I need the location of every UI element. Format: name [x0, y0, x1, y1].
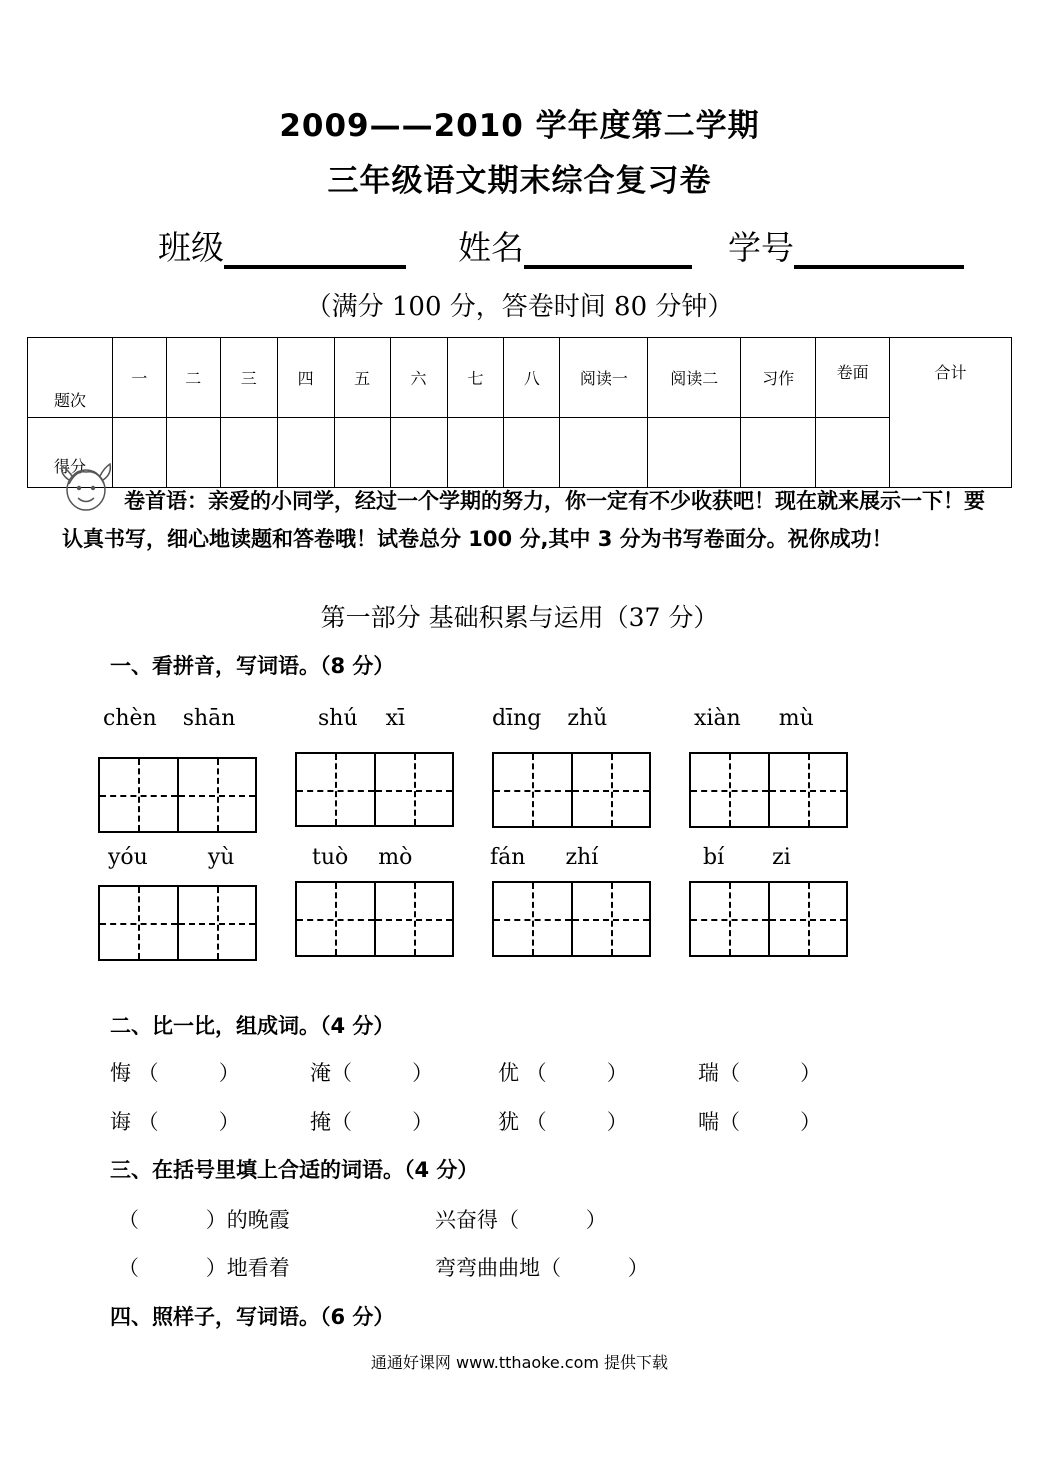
- class-field: [158, 222, 406, 269]
- part1-title: 第一部分 基础积累与运用（37 分）: [320, 603, 719, 632]
- question4-title: 四、照样子，写词语。（6 分）: [110, 1305, 395, 1329]
- col-header: 习作: [741, 338, 816, 418]
- page-footer: 通通好课网 www.tthaoke.com 提供下载: [370, 1353, 669, 1372]
- word-item[interactable]: 犹 （ ）: [498, 1110, 628, 1134]
- score-cell[interactable]: [112, 418, 166, 488]
- score-cell[interactable]: [334, 418, 390, 488]
- word-item[interactable]: 优 （ ）: [498, 1061, 628, 1085]
- exam-title-line2: 三年级语文期末综合复习卷: [327, 163, 712, 199]
- score-cell[interactable]: [816, 418, 890, 488]
- score-cell[interactable]: [648, 418, 741, 488]
- score-cell[interactable]: [741, 418, 816, 488]
- score-cell[interactable]: [390, 418, 447, 488]
- tianzige-box[interactable]: [98, 885, 257, 961]
- word-item[interactable]: 瑞（ ）: [698, 1061, 822, 1085]
- col-header: 四: [277, 338, 334, 418]
- fill-item[interactable]: 兴奋得（ ）: [435, 1208, 607, 1232]
- pinyin-label: chèn shān: [103, 706, 236, 731]
- score-cell[interactable]: [220, 418, 277, 488]
- student-id-field: [728, 222, 964, 269]
- exam-title-line1: 2009——2010 学年度第二学期: [279, 108, 760, 144]
- score-cell[interactable]: [560, 418, 648, 488]
- pinyin-label: shú xī: [318, 706, 406, 731]
- col-header: 六: [390, 338, 447, 418]
- name-blank[interactable]: [524, 235, 692, 269]
- score-cell[interactable]: [166, 418, 220, 488]
- score-cell[interactable]: [504, 418, 560, 488]
- col-header: 五: [334, 338, 390, 418]
- col-header: 阅读二: [648, 338, 741, 418]
- word-item[interactable]: 诲 （ ）: [110, 1110, 240, 1134]
- question3-title: 三、在括号里填上合适的词语。（4 分）: [110, 1158, 479, 1182]
- total-header: 合计: [890, 338, 1012, 488]
- pinyin-label: xiàn mù: [694, 706, 814, 731]
- tianzige-box[interactable]: [98, 757, 257, 833]
- fill-item[interactable]: （ ）地看着: [118, 1256, 290, 1280]
- row-label-question: 题次: [28, 338, 113, 418]
- student-id-blank[interactable]: [794, 235, 964, 269]
- fill-item[interactable]: （ ）的晚霞: [118, 1208, 290, 1232]
- intro-paragraph: [62, 482, 992, 558]
- word-item[interactable]: 喘（ ）: [698, 1110, 822, 1134]
- student-id-label: 学号: [728, 228, 794, 267]
- word-item[interactable]: 掩（ ）: [310, 1110, 434, 1134]
- score-cell[interactable]: [277, 418, 334, 488]
- name-label: 姓名: [458, 228, 524, 267]
- col-header: 八: [504, 338, 560, 418]
- intro-text: 卷首语：亲爱的小同学，经过一个学期的努力，你一定有不少收获吧！现在就来展示一下！要认真书写，细心地读题和答卷哦！试卷总分 100 分,其中 3 分为书写卷面分。祝你成功！: [62, 489, 985, 551]
- score-table: [27, 337, 1012, 488]
- col-header: 二: [166, 338, 220, 418]
- tianzige-box[interactable]: [295, 752, 454, 827]
- pinyin-label: tuò mò: [312, 845, 413, 870]
- col-header: 一: [112, 338, 166, 418]
- col-header: 七: [447, 338, 504, 418]
- tianzige-box[interactable]: [295, 881, 454, 957]
- col-header: 三: [220, 338, 277, 418]
- word-item[interactable]: 淹（ ）: [310, 1061, 434, 1085]
- col-header: 阅读一: [560, 338, 648, 418]
- pinyin-label: fán zhí: [490, 845, 599, 870]
- exam-subtitle: （满分 100 分，答卷时间 80 分钟）: [305, 292, 734, 322]
- question2-title: 二、比一比，组成词。（4 分）: [110, 1014, 395, 1038]
- fill-item[interactable]: 弯弯曲曲地（ ）: [435, 1256, 649, 1280]
- class-label: 班级: [158, 228, 224, 267]
- score-cell[interactable]: [447, 418, 504, 488]
- pinyin-label: yóu yù: [108, 845, 235, 870]
- tianzige-box[interactable]: [492, 752, 651, 828]
- class-blank[interactable]: [224, 235, 406, 269]
- question1-title: 一、看拼音，写词语。（8 分）: [110, 654, 395, 678]
- row-label-score: 得分: [28, 418, 113, 488]
- pinyin-label: bí zi: [703, 845, 791, 870]
- word-item[interactable]: 悔 （ ）: [110, 1061, 240, 1085]
- pinyin-label: dīng zhǔ: [492, 706, 608, 731]
- col-header: 卷面: [816, 338, 890, 418]
- tianzige-box[interactable]: [689, 881, 848, 957]
- tianzige-box[interactable]: [492, 881, 651, 957]
- name-field: [458, 222, 692, 269]
- tianzige-box[interactable]: [689, 752, 848, 828]
